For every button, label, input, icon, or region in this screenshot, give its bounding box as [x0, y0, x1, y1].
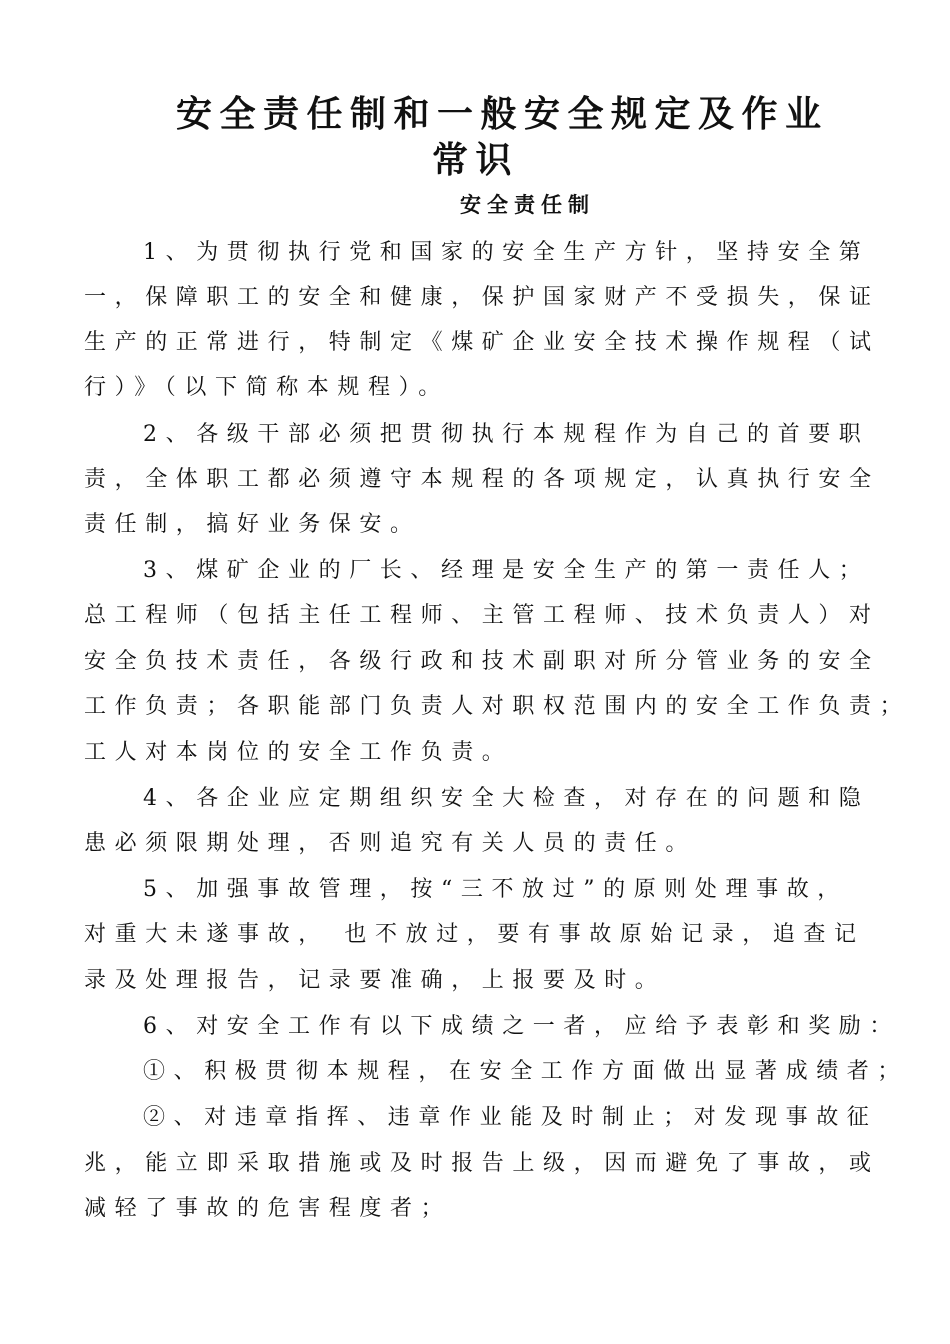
- paragraph-line: 2、各级干部必须把贯彻执行本规程作为自己的首要职: [143, 422, 870, 447]
- paragraph-line: 6、对安全工作有以下成绩之一者，应给予表彰和奖励：: [143, 1014, 900, 1039]
- paragraph-line: 5、加强事故管理，按“三不放过”的原则处理事故，: [143, 877, 848, 902]
- paragraph-line: 安全负技术责任，各级行政和技术副职对所分管业务的安全: [84, 649, 880, 674]
- paragraph-line: ②、对违章指挥、违章作业能及时制止；对发现事故征: [143, 1105, 878, 1130]
- document-title-line-1: 安全责任制和一般安全规定及作业: [176, 94, 829, 135]
- document-title-line-2: 常识: [432, 140, 520, 181]
- paragraph-line: 4、各企业应定期组织安全大检查，对存在的问题和隐: [143, 786, 870, 811]
- paragraph-line: 3、煤矿企业的厂长、经理是安全生产的第一责任人；: [143, 558, 870, 583]
- paragraph-line: 工作负责；各职能部门负责人对职权范围内的安全工作负责；: [84, 694, 911, 719]
- paragraph-line: 生产的正常进行，特制定《煤矿企业安全技术操作规程（试: [84, 330, 880, 355]
- paragraph-line: 减轻了事故的危害程度者；: [84, 1196, 452, 1221]
- paragraph-line: 对重大未遂事故， 也不放过，要有事故原始记录，追查记: [84, 922, 865, 947]
- paragraph-line: 工人对本岗位的安全工作负责。: [84, 740, 513, 765]
- paragraph-line: ①、积极贯彻本规程，在安全工作方面做出显著成绩者；: [143, 1059, 909, 1084]
- paragraph-line: 一，保障职工的安全和健康，保护国家财产不受损失，保证: [84, 285, 880, 310]
- paragraph-line: 1、为贯彻执行党和国家的安全生产方针，坚持安全第: [143, 240, 870, 265]
- paragraph-line: 行）》（以下简称本规程）。: [84, 375, 449, 400]
- paragraph-line: 总工程师（包括主任工程师、主管工程师、技术负责人）对: [84, 603, 880, 628]
- paragraph-line: 患必须限期处理，否则追究有关人员的责任。: [84, 831, 697, 856]
- section-title: 安全责任制: [460, 193, 595, 217]
- paragraph-line: 兆，能立即采取措施或及时报告上级，因而避免了事故，或: [84, 1151, 880, 1176]
- paragraph-line: 录及处理报告，记录要准确，上报要及时。: [84, 968, 666, 993]
- paragraph-line: 责任制，搞好业务保安。: [84, 512, 421, 537]
- paragraph-line: 责，全体职工都必须遵守本规程的各项规定，认真执行安全: [84, 467, 880, 492]
